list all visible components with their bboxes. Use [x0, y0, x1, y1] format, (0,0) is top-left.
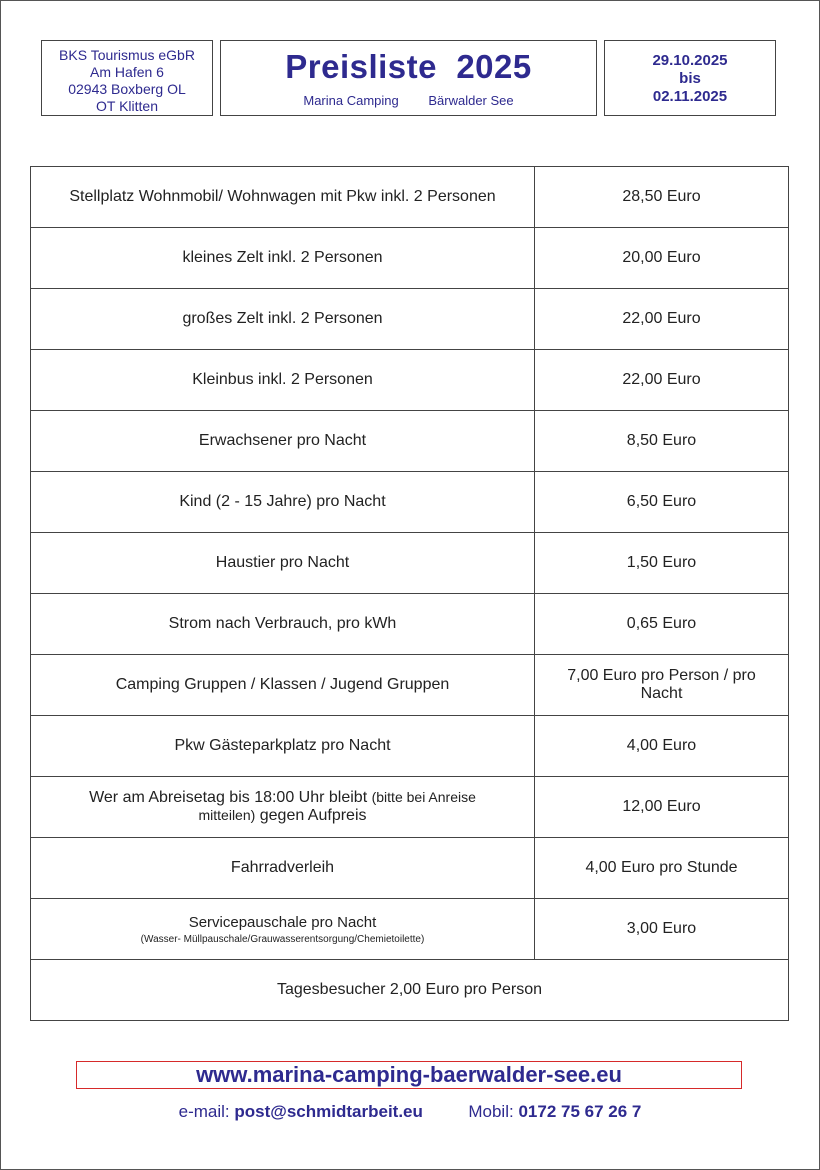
price-item: Fahrradverleih [31, 838, 535, 899]
price-value: 22,00 Euro [535, 289, 789, 350]
price-item: Pkw Gästeparkplatz pro Nacht [31, 716, 535, 777]
price-value: 4,00 Euro [535, 716, 789, 777]
table-row [31, 533, 789, 594]
price-value: 0,65 Euro [535, 594, 789, 655]
late-note-1: (bitte bei Anreise [371, 789, 476, 805]
price-value: 22,00 Euro [535, 350, 789, 411]
contact-line [0, 1102, 820, 1122]
page-title: Preisliste 2025 [285, 48, 532, 85]
price-item: Stellplatz Wohnmobil/ Wohnwagen mit Pkw inkl. 2 Personen [31, 167, 535, 228]
table-row [31, 228, 789, 289]
day-visitor-note: Tagesbesucher 2,00 Euro pro Person [31, 960, 789, 1021]
table-row [31, 655, 789, 716]
mobile-number[interactable]: 0172 75 67 26 7 [518, 1102, 642, 1121]
address-line-4: OT Klitten [96, 98, 158, 114]
price-value: 8,50 Euro [535, 411, 789, 472]
table-row [31, 899, 789, 960]
date-box [604, 40, 776, 116]
address-line-1: BKS Tourismus eGbR [59, 47, 195, 63]
date-to: 02.11.2025 [652, 88, 728, 105]
date-from: 29.10.2025 [652, 52, 728, 69]
price-item: großes Zelt inkl. 2 Personen [31, 289, 535, 350]
table-row [31, 411, 789, 472]
title-box [220, 40, 597, 116]
subtitle [221, 93, 596, 108]
table-row [31, 960, 789, 1021]
price-item: Camping Gruppen / Klassen / Jugend Gruppen [31, 655, 535, 716]
table-row [31, 716, 789, 777]
price-item: Haustier pro Nacht [31, 533, 535, 594]
address-line-2: Am Hafen 6 [90, 64, 164, 80]
table-row [31, 350, 789, 411]
price-table [30, 166, 789, 1021]
price-value: 12,00 Euro [535, 777, 789, 838]
price-value: 3,00 Euro [535, 899, 789, 960]
price-item-late-departure [31, 777, 535, 838]
price-value: 20,00 Euro [535, 228, 789, 289]
price-value: 1,50 Euro [535, 533, 789, 594]
price-item: Strom nach Verbrauch, pro kWh [31, 594, 535, 655]
subtitle-left: Marina Camping [303, 93, 399, 108]
price-value: 7,00 Euro pro Person / pro Nacht [535, 655, 789, 716]
late-main-2: gegen Aufpreis [259, 807, 367, 824]
price-item: Erwachsener pro Nacht [31, 411, 535, 472]
table-row [31, 838, 789, 899]
table-row [31, 167, 789, 228]
table-row [31, 289, 789, 350]
price-item: Kind (2 - 15 Jahre) pro Nacht [31, 472, 535, 533]
website-link[interactable]: www.marina-camping-baerwalder-see.eu [76, 1061, 742, 1089]
price-value: 4,00 Euro pro Stunde [535, 838, 789, 899]
table-row [31, 777, 789, 838]
table-row [31, 472, 789, 533]
price-value: 28,50 Euro [535, 167, 789, 228]
late-main-1: Wer am Abreisetag bis 18:00 Uhr bleibt [89, 789, 368, 806]
address-line-3: 02943 Boxberg OL [68, 81, 186, 97]
table-row [31, 594, 789, 655]
price-value: 6,50 Euro [535, 472, 789, 533]
mobile-label: Mobil: [468, 1102, 514, 1121]
price-item-service [31, 899, 535, 960]
email-link[interactable]: post@schmidtarbeit.eu [234, 1102, 423, 1121]
email-label: e-mail: [178, 1102, 230, 1121]
service-label: Servicepauschale pro Nacht [188, 913, 377, 931]
late-note-2: mitteilen) [198, 807, 256, 823]
date-separator: bis [679, 70, 701, 87]
address-box [41, 40, 213, 116]
price-item: kleines Zelt inkl. 2 Personen [31, 228, 535, 289]
service-detail: (Wasser- Müllpauschale/Grauwasserentsorgung/Chemietoilette) [140, 933, 425, 945]
price-item: Kleinbus inkl. 2 Personen [31, 350, 535, 411]
subtitle-right: Bärwalder See [428, 93, 514, 108]
